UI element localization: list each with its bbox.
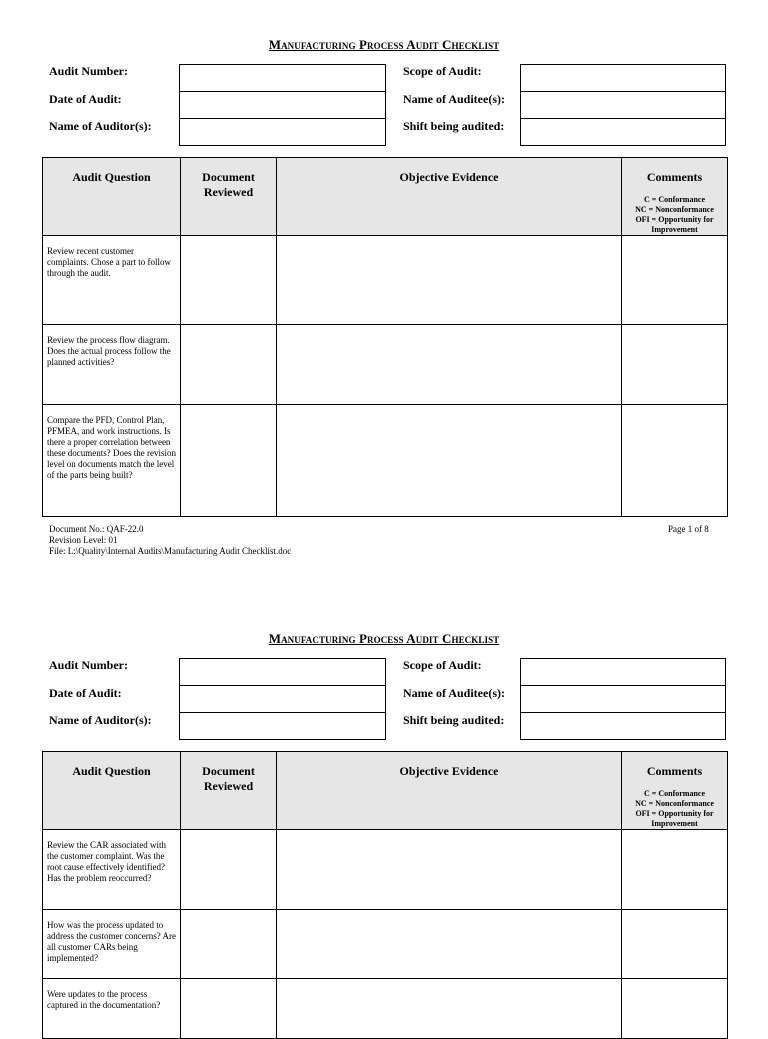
document-reviewed-cell[interactable]	[181, 405, 277, 517]
legend-line: Improvement	[651, 819, 698, 828]
table-row	[43, 830, 728, 910]
legend-line: NC = Nonconformance	[635, 205, 714, 214]
audit-question-cell: Were updates to the process captured in the documentation?	[43, 979, 181, 1039]
revision-level: Revision Level: 01	[49, 535, 118, 545]
audit-question-cell: How was the process updated to address the customer concerns? Are all customer CARs being implemented?	[43, 910, 181, 979]
file-path: File: L:\Quality\Internal Audits\Manufacturing Audit Checklist.doc	[49, 546, 292, 556]
col-document-reviewed: Document Reviewed	[181, 158, 277, 236]
col-document-reviewed: Document Reviewed	[181, 752, 277, 830]
objective-evidence-cell[interactable]	[277, 979, 622, 1039]
table-header-row	[43, 158, 728, 236]
audit-question-cell: Compare the PFD, Control Plan, PFMEA, and work instructions. Is there a proper correlation between these documents? Does the revision level on documents match the level of the parts being built?	[43, 405, 181, 517]
col-objective-evidence: Objective Evidence	[277, 752, 622, 830]
audit-number-field[interactable]	[179, 64, 386, 92]
audit-table	[42, 751, 728, 1039]
comments-cell[interactable]	[622, 236, 728, 325]
table-row	[43, 910, 728, 979]
auditees-label: Name of Auditee(s):	[403, 686, 505, 700]
legend-line: Improvement	[651, 225, 698, 234]
shift-label: Shift being audited:	[403, 119, 505, 133]
shift-field[interactable]	[520, 118, 726, 146]
comments-cell[interactable]	[622, 830, 728, 910]
table-row	[43, 325, 728, 405]
objective-evidence-cell[interactable]	[277, 236, 622, 325]
auditees-field[interactable]	[520, 91, 726, 119]
date-of-audit-field[interactable]	[179, 685, 386, 713]
scope-of-audit-field[interactable]	[520, 658, 726, 686]
document-title: Manufacturing Process Audit Checklist	[268, 37, 500, 52]
objective-evidence-cell[interactable]	[277, 830, 622, 910]
scope-of-audit-label: Scope of Audit:	[403, 658, 482, 672]
auditors-field[interactable]	[179, 118, 386, 146]
comments-cell[interactable]	[622, 405, 728, 517]
comments-cell[interactable]	[622, 910, 728, 979]
legend-line: OFI = Opportunity for	[635, 809, 714, 818]
scope-of-audit-field[interactable]	[520, 64, 726, 92]
shift-field[interactable]	[520, 712, 726, 740]
legend-line: C = Conformance	[644, 789, 705, 798]
auditors-label: Name of Auditor(s):	[49, 713, 152, 727]
audit-question-cell: Review the CAR associated with the customer complaint. Was the root cause effectively identified? Has the problem reoccurred?	[43, 830, 181, 910]
col-comments	[622, 158, 728, 236]
comments-cell[interactable]	[622, 979, 728, 1039]
audit-number-field[interactable]	[179, 658, 386, 686]
legend-line: NC = Nonconformance	[635, 799, 714, 808]
document-reviewed-cell[interactable]	[181, 979, 277, 1039]
document-reviewed-cell[interactable]	[181, 236, 277, 325]
audit-table	[42, 157, 728, 517]
scope-of-audit-label: Scope of Audit:	[403, 64, 482, 78]
legend-line: C = Conformance	[644, 195, 705, 204]
col-comments	[622, 752, 728, 830]
objective-evidence-cell[interactable]	[277, 405, 622, 517]
table-row	[43, 236, 728, 325]
legend-line: OFI = Opportunity for	[635, 215, 714, 224]
document-reviewed-cell[interactable]	[181, 910, 277, 979]
audit-number-label: Audit Number:	[49, 64, 129, 78]
date-of-audit-label: Date of Audit:	[49, 92, 122, 106]
document-number: Document No.: QAF-22.0	[49, 524, 144, 534]
page-footer	[49, 524, 291, 557]
comments-legend	[624, 195, 725, 235]
objective-evidence-cell[interactable]	[277, 325, 622, 405]
document-reviewed-cell[interactable]	[181, 325, 277, 405]
document-title: Manufacturing Process Audit Checklist	[268, 631, 500, 646]
document-reviewed-cell[interactable]	[181, 830, 277, 910]
auditors-label: Name of Auditor(s):	[49, 119, 152, 133]
date-of-audit-label: Date of Audit:	[49, 686, 122, 700]
objective-evidence-cell[interactable]	[277, 910, 622, 979]
table-row	[43, 405, 728, 517]
comments-heading: Comments	[646, 764, 703, 778]
col-objective-evidence: Objective Evidence	[277, 158, 622, 236]
col-audit-question: Audit Question	[43, 158, 181, 236]
table-header-row	[43, 752, 728, 830]
page-number: Page 1 of 8	[668, 524, 709, 534]
audit-number-label: Audit Number:	[49, 658, 129, 672]
date-of-audit-field[interactable]	[179, 91, 386, 119]
audit-question-cell: Review the process flow diagram. Does the actual process follow the planned activities?	[43, 325, 181, 405]
auditees-label: Name of Auditee(s):	[403, 92, 505, 106]
col-audit-question: Audit Question	[43, 752, 181, 830]
audit-question-cell: Review recent customer complaints. Chose a part to follow through the audit.	[43, 236, 181, 325]
auditors-field[interactable]	[179, 712, 386, 740]
comments-cell[interactable]	[622, 325, 728, 405]
shift-label: Shift being audited:	[403, 713, 505, 727]
comments-legend	[624, 789, 725, 829]
table-row	[43, 979, 728, 1039]
comments-heading: Comments	[646, 170, 703, 184]
auditees-field[interactable]	[520, 685, 726, 713]
